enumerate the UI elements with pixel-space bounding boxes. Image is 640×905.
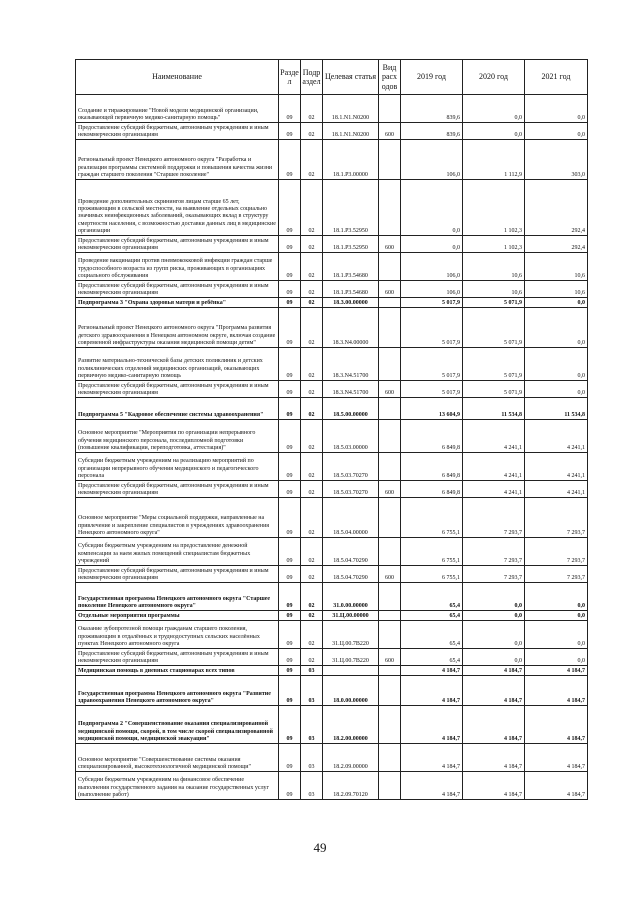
cell-subsection: 02 xyxy=(301,281,323,298)
table-row xyxy=(76,706,588,744)
cell-2019: 4 184,7 xyxy=(401,706,463,744)
cell-section: 09 xyxy=(279,398,301,420)
header-target-article: Целевая статья xyxy=(323,60,379,95)
table-row xyxy=(76,180,588,236)
cell-expense-type: 600 xyxy=(379,481,401,498)
table-row xyxy=(76,95,588,123)
table-row xyxy=(76,772,588,800)
cell-subsection: 02 xyxy=(301,538,323,566)
cell-expense-type xyxy=(379,666,401,676)
cell-name: Предоставление субсидий бюджетным, автономным учреждениям и иным некоммерческим организациям xyxy=(76,649,279,666)
cell-2019: 5 017,9 xyxy=(401,381,463,398)
page-number: 49 xyxy=(313,840,327,855)
cell-subsection: 02 xyxy=(301,566,323,583)
cell-2021: 4 241,1 xyxy=(525,481,588,498)
cell-2020: 7 293,7 xyxy=(463,566,525,583)
cell-2019: 839,6 xyxy=(401,123,463,140)
cell-2019: 6 849,8 xyxy=(401,481,463,498)
cell-section: 09 xyxy=(279,706,301,744)
cell-section: 09 xyxy=(279,666,301,676)
cell-2021: 0,0 xyxy=(525,123,588,140)
cell-name: Субсидии бюджетным учреждениям на реализацию мероприятий по организации непрерывного обучения медицинского и педагогического персонала xyxy=(76,453,279,481)
cell-subsection: 03 xyxy=(301,772,323,800)
cell-section: 09 xyxy=(279,566,301,583)
cell-2019: 839,6 xyxy=(401,95,463,123)
table-row xyxy=(76,398,588,420)
cell-section: 09 xyxy=(279,676,301,706)
cell-2020: 0,0 xyxy=(463,583,525,611)
table-row xyxy=(76,236,588,253)
header-2020: 2020 год xyxy=(463,60,525,95)
cell-name: Предоставление субсидий бюджетным, автономным учреждениям и иным некоммерческим организациям xyxy=(76,123,279,140)
cell-2019: 6 755,1 xyxy=(401,538,463,566)
cell-section: 09 xyxy=(279,481,301,498)
cell-target-article: 18.1.N1.N0200 xyxy=(323,123,379,140)
cell-expense-type xyxy=(379,676,401,706)
cell-subsection: 03 xyxy=(301,676,323,706)
table-row xyxy=(76,348,588,381)
cell-2021: 4 184,7 xyxy=(525,676,588,706)
cell-expense-type xyxy=(379,538,401,566)
cell-2019: 106,0 xyxy=(401,140,463,180)
cell-2020: 4 184,7 xyxy=(463,744,525,772)
cell-section: 09 xyxy=(279,298,301,308)
cell-expense-type xyxy=(379,772,401,800)
cell-subsection: 02 xyxy=(301,649,323,666)
cell-section: 09 xyxy=(279,772,301,800)
cell-target-article xyxy=(323,666,379,676)
cell-name: Основное мероприятие "Мероприятия по организации непрерывного обучения медицинского персонала, последипломной подготовки (повышение квалификации, переподготовка, аттестация)" xyxy=(76,420,279,453)
cell-target-article: 18.2.00.00000 xyxy=(323,706,379,744)
cell-section: 09 xyxy=(279,453,301,481)
cell-name: Создание и тиражирование "Новой модели медицинской организации, оказывающей первичную медико-санитарную помощь" xyxy=(76,95,279,123)
cell-expense-type xyxy=(379,706,401,744)
cell-name: Основное мероприятие "Совершенствование системы оказания специализированной, высокотехнологичной медицинской помощи" xyxy=(76,744,279,772)
cell-subsection: 02 xyxy=(301,481,323,498)
cell-section: 09 xyxy=(279,744,301,772)
cell-2020: 1 102,3 xyxy=(463,236,525,253)
table-row xyxy=(76,621,588,649)
cell-name: Региональный проект Ненецкого автономного округа "Программа развития детского здравоохранения в Ненецком автономном округе, включая создание современной инфраструктуры оказания медицинской помощи детям" xyxy=(76,308,279,348)
cell-section: 09 xyxy=(279,236,301,253)
cell-name: Субсидии бюджетным учреждениям на финансовое обеспечение выполнения государственного задания на оказание государственных услуг (выполнение работ) xyxy=(76,772,279,800)
cell-2021: 7 293,7 xyxy=(525,566,588,583)
cell-expense-type: 600 xyxy=(379,649,401,666)
cell-target-article: 18.3.N4.51700 xyxy=(323,381,379,398)
cell-subsection: 02 xyxy=(301,123,323,140)
cell-target-article: 18.5.00.00000 xyxy=(323,398,379,420)
cell-target-article: 18.1.P3.54680 xyxy=(323,253,379,281)
cell-name: Государственная программа Ненецкого автономного округа "Старшее поколение Ненецкого автономного округа" xyxy=(76,583,279,611)
cell-name: Субсидии бюджетным учреждениям на предоставление денежной компенсации за наем жилых помещений специалистам бюджетных учреждений xyxy=(76,538,279,566)
cell-2021: 292,4 xyxy=(525,236,588,253)
cell-2020: 4 184,7 xyxy=(463,676,525,706)
cell-2021: 4 241,1 xyxy=(525,453,588,481)
cell-2020: 4 241,1 xyxy=(463,453,525,481)
cell-2021: 4 241,1 xyxy=(525,420,588,453)
cell-expense-type xyxy=(379,180,401,236)
cell-2019: 6 755,1 xyxy=(401,498,463,538)
cell-2021: 0,0 xyxy=(525,583,588,611)
cell-subsection: 02 xyxy=(301,621,323,649)
cell-2019: 0,0 xyxy=(401,236,463,253)
cell-target-article: 18.1.N1.N0200 xyxy=(323,95,379,123)
budget-table xyxy=(75,59,588,800)
table-row xyxy=(76,308,588,348)
cell-2021: 11 534,8 xyxy=(525,398,588,420)
cell-target-article: 31.0.00.00000 xyxy=(323,583,379,611)
cell-section: 09 xyxy=(279,95,301,123)
table-row xyxy=(76,649,588,666)
cell-2020: 5 071,9 xyxy=(463,298,525,308)
cell-name: Предоставление субсидий бюджетным, автономным учреждениям и иным некоммерческим организациям xyxy=(76,281,279,298)
table-row xyxy=(76,481,588,498)
cell-2020: 10,6 xyxy=(463,281,525,298)
cell-2020: 4 241,1 xyxy=(463,481,525,498)
cell-subsection: 03 xyxy=(301,744,323,772)
cell-2020: 7 293,7 xyxy=(463,498,525,538)
header-name: Наименование xyxy=(76,60,279,95)
table-row xyxy=(76,538,588,566)
cell-target-article: 18.5.04.70290 xyxy=(323,538,379,566)
cell-2020: 0,0 xyxy=(463,123,525,140)
cell-2019: 4 184,7 xyxy=(401,666,463,676)
cell-2021: 7 293,7 xyxy=(525,538,588,566)
cell-target-article: 18.1.P3.52950 xyxy=(323,180,379,236)
cell-subsection: 02 xyxy=(301,498,323,538)
cell-2021: 0,0 xyxy=(525,621,588,649)
cell-2019: 6 849,8 xyxy=(401,453,463,481)
cell-2021: 4 184,7 xyxy=(525,706,588,744)
cell-target-article: 18.5.03.70270 xyxy=(323,481,379,498)
table-row xyxy=(76,666,588,676)
cell-2021: 4 184,7 xyxy=(525,666,588,676)
cell-target-article: 18.3.00.00000 xyxy=(323,298,379,308)
cell-2019: 106,0 xyxy=(401,281,463,298)
cell-2019: 6 849,8 xyxy=(401,420,463,453)
cell-expense-type xyxy=(379,253,401,281)
cell-expense-type xyxy=(379,744,401,772)
cell-2021: 10,6 xyxy=(525,253,588,281)
cell-expense-type: 600 xyxy=(379,381,401,398)
cell-section: 09 xyxy=(279,253,301,281)
cell-section: 09 xyxy=(279,180,301,236)
cell-expense-type xyxy=(379,308,401,348)
cell-target-article: 31.Ц.00.7В220 xyxy=(323,649,379,666)
cell-subsection: 03 xyxy=(301,706,323,744)
cell-2021: 0,0 xyxy=(525,649,588,666)
cell-section: 09 xyxy=(279,649,301,666)
table-row xyxy=(76,566,588,583)
cell-expense-type: 600 xyxy=(379,236,401,253)
cell-section: 09 xyxy=(279,381,301,398)
cell-section: 09 xyxy=(279,498,301,538)
cell-target-article: 18.3.N4.51700 xyxy=(323,348,379,381)
cell-2019: 4 184,7 xyxy=(401,676,463,706)
table-row xyxy=(76,123,588,140)
cell-2020: 0,0 xyxy=(463,621,525,649)
cell-section: 09 xyxy=(279,348,301,381)
table-row xyxy=(76,381,588,398)
cell-expense-type: 600 xyxy=(379,123,401,140)
cell-expense-type: 600 xyxy=(379,281,401,298)
cell-subsection: 03 xyxy=(301,666,323,676)
cell-subsection: 02 xyxy=(301,298,323,308)
cell-expense-type xyxy=(379,453,401,481)
cell-2021: 0,0 xyxy=(525,95,588,123)
cell-2020: 0,0 xyxy=(463,611,525,621)
cell-2020: 10,6 xyxy=(463,253,525,281)
cell-expense-type: 600 xyxy=(379,566,401,583)
cell-2019: 4 184,7 xyxy=(401,744,463,772)
cell-2019: 65,4 xyxy=(401,621,463,649)
cell-name: Развитие материально-технической базы детских поликлиник и детских поликлинических отделений медицинских организаций, оказывающих первичную медико-санитарную помощь xyxy=(76,348,279,381)
cell-2019: 6 755,1 xyxy=(401,566,463,583)
cell-subsection: 02 xyxy=(301,253,323,281)
cell-expense-type xyxy=(379,140,401,180)
cell-2020: 5 071,9 xyxy=(463,308,525,348)
header-section: Разде л xyxy=(279,60,301,95)
cell-2020: 4 241,1 xyxy=(463,420,525,453)
cell-2019: 65,4 xyxy=(401,649,463,666)
cell-name: Предоставление субсидий бюджетным, автономным учреждениям и иным некоммерческим организациям xyxy=(76,381,279,398)
table-row xyxy=(76,298,588,308)
table-row xyxy=(76,140,588,180)
cell-2021: 0,0 xyxy=(525,298,588,308)
cell-name: Предоставление субсидий бюджетным, автономным учреждениям и иным некоммерческим организациям xyxy=(76,566,279,583)
cell-expense-type xyxy=(379,95,401,123)
cell-target-article: 18.1.P3.00000 xyxy=(323,140,379,180)
cell-section: 09 xyxy=(279,308,301,348)
table-row xyxy=(76,420,588,453)
table-body xyxy=(76,95,588,800)
cell-name: Основное мероприятие "Меры социальной поддержки, направленные на привлечение и закрепление специалистов в учреждениях здравоохранения Ненецкого автономного округа" xyxy=(76,498,279,538)
cell-section: 09 xyxy=(279,140,301,180)
header-expense-type: Вид расх одов xyxy=(379,60,401,95)
cell-target-article: 18.0.00.00000 xyxy=(323,676,379,706)
cell-target-article: 18.2.09.00000 xyxy=(323,744,379,772)
cell-target-article: 31.Ц.00.7В220 xyxy=(323,621,379,649)
cell-2020: 5 071,9 xyxy=(463,381,525,398)
cell-section: 09 xyxy=(279,281,301,298)
cell-target-article: 18.1.P3.52950 xyxy=(323,236,379,253)
cell-2021: 7 293,7 xyxy=(525,498,588,538)
cell-2020: 4 184,7 xyxy=(463,666,525,676)
cell-target-article: 18.1.P3.54680 xyxy=(323,281,379,298)
cell-target-article: 31.Ц.00.00000 xyxy=(323,611,379,621)
cell-2020: 4 184,7 xyxy=(463,772,525,800)
cell-2019: 106,0 xyxy=(401,253,463,281)
cell-2019: 65,4 xyxy=(401,583,463,611)
cell-2020: 11 534,8 xyxy=(463,398,525,420)
cell-name: Оказание зубопротезной помощи гражданам старшего поколения, проживающим в отдалённых и труднодоступных сельских населённых пунктах Ненецкого автономного округа xyxy=(76,621,279,649)
header-subsection: Подр аздел xyxy=(301,60,323,95)
table-row xyxy=(76,253,588,281)
cell-target-article: 18.5.04.70290 xyxy=(323,566,379,583)
cell-2020: 0,0 xyxy=(463,649,525,666)
cell-2019: 4 184,7 xyxy=(401,772,463,800)
cell-expense-type xyxy=(379,420,401,453)
cell-target-article: 18.2.09.70120 xyxy=(323,772,379,800)
cell-name: Отдельные мероприятия программы xyxy=(76,611,279,621)
cell-2020: 7 293,7 xyxy=(463,538,525,566)
cell-2019: 0,0 xyxy=(401,180,463,236)
cell-2020: 4 184,7 xyxy=(463,706,525,744)
cell-name: Подпрограмма 5 "Кадровое обеспечение системы здравоохранения" xyxy=(76,398,279,420)
cell-2021: 4 184,7 xyxy=(525,772,588,800)
cell-2021: 0,0 xyxy=(525,381,588,398)
table-row xyxy=(76,583,588,611)
cell-2021: 0,0 xyxy=(525,308,588,348)
cell-2020: 1 102,3 xyxy=(463,180,525,236)
cell-name: Подпрограмма 2 "Совершенствование оказания специализированной медицинской помощи, скорой, в том числе скорой специализированной медицинской помощи, медицинской эвакуации" xyxy=(76,706,279,744)
cell-expense-type xyxy=(379,298,401,308)
cell-section: 09 xyxy=(279,611,301,621)
cell-name: Проведение дополнительных скринингов лицам старше 65 лет, проживающим в сельской местности, на выявление отдельных социально значимых неинфекционных заболеваний, оказывающих вклад в структуру смертности населения, с возможностью доставки данных лиц в медицинские организации xyxy=(76,180,279,236)
cell-expense-type xyxy=(379,583,401,611)
cell-2021: 303,0 xyxy=(525,140,588,180)
cell-name: Предоставление субсидий бюджетным, автономным учреждениям и иным некоммерческим организациям xyxy=(76,236,279,253)
cell-name: Предоставление субсидий бюджетным, автономным учреждениям и иным некоммерческим организациям xyxy=(76,481,279,498)
header-2021: 2021 год xyxy=(525,60,588,95)
cell-name: Государственная программа Ненецкого автономного округа "Развитие здравоохранения Ненецкого автономного округа" xyxy=(76,676,279,706)
cell-expense-type xyxy=(379,621,401,649)
table-row xyxy=(76,498,588,538)
cell-2019: 5 017,9 xyxy=(401,348,463,381)
cell-subsection: 02 xyxy=(301,236,323,253)
cell-subsection: 02 xyxy=(301,611,323,621)
table-row xyxy=(76,676,588,706)
cell-name: Региональный проект Ненецкого автономного округа "Разработка и реализация программы системной поддержки и повышения качества жизни граждан старшего поколения "Старшее поколение" xyxy=(76,140,279,180)
cell-2019: 5 017,9 xyxy=(401,298,463,308)
cell-2021: 4 184,7 xyxy=(525,744,588,772)
cell-expense-type xyxy=(379,498,401,538)
cell-target-article: 18.5.04.00000 xyxy=(323,498,379,538)
cell-name: Проведение вакцинации против пневмококковой инфекции граждан старше трудоспособного возраста из групп риска, проживающих в организациях социального обслуживания xyxy=(76,253,279,281)
cell-section: 09 xyxy=(279,123,301,140)
cell-2021: 10,6 xyxy=(525,281,588,298)
cell-2020: 0,0 xyxy=(463,95,525,123)
table-row xyxy=(76,744,588,772)
cell-subsection: 02 xyxy=(301,95,323,123)
cell-name: Подпрограмма 3 "Охрана здоровья матери и ребёнка" xyxy=(76,298,279,308)
cell-subsection: 02 xyxy=(301,348,323,381)
cell-2021: 0,0 xyxy=(525,611,588,621)
cell-subsection: 02 xyxy=(301,398,323,420)
cell-subsection: 02 xyxy=(301,180,323,236)
cell-section: 09 xyxy=(279,538,301,566)
cell-subsection: 02 xyxy=(301,308,323,348)
cell-subsection: 02 xyxy=(301,583,323,611)
cell-subsection: 02 xyxy=(301,453,323,481)
table-header-row xyxy=(76,60,588,95)
cell-section: 09 xyxy=(279,621,301,649)
cell-name: Медицинская помощь в дневных стационарах всех типов xyxy=(76,666,279,676)
table-row xyxy=(76,281,588,298)
cell-expense-type xyxy=(379,398,401,420)
cell-expense-type xyxy=(379,611,401,621)
cell-2019: 13 604,9 xyxy=(401,398,463,420)
header-2019: 2019 год xyxy=(401,60,463,95)
cell-section: 09 xyxy=(279,583,301,611)
cell-expense-type xyxy=(379,348,401,381)
cell-target-article: 18.5.03.00000 xyxy=(323,420,379,453)
cell-subsection: 02 xyxy=(301,381,323,398)
cell-2020: 5 071,9 xyxy=(463,348,525,381)
cell-section: 09 xyxy=(279,420,301,453)
table-row xyxy=(76,611,588,621)
cell-2021: 292,4 xyxy=(525,180,588,236)
cell-2021: 0,0 xyxy=(525,348,588,381)
cell-2019: 5 017,9 xyxy=(401,308,463,348)
cell-subsection: 02 xyxy=(301,140,323,180)
cell-2019: 65,4 xyxy=(401,611,463,621)
cell-target-article: 18.3.N4.00000 xyxy=(323,308,379,348)
cell-target-article: 18.5.03.70270 xyxy=(323,453,379,481)
cell-subsection: 02 xyxy=(301,420,323,453)
table-row xyxy=(76,453,588,481)
cell-2020: 1 112,9 xyxy=(463,140,525,180)
